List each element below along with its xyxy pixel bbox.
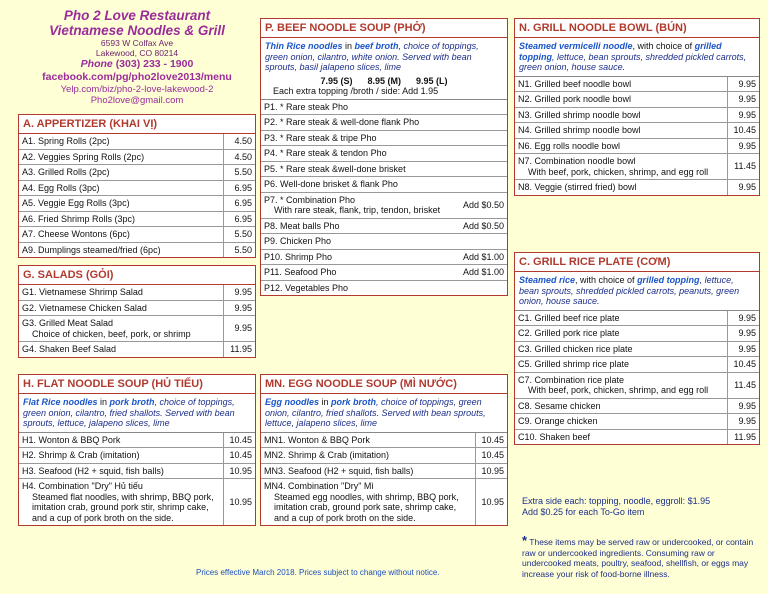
item-name: N3. Grilled shrimp noodle bowl [518, 109, 641, 120]
item-name: C9. Orange chicken [518, 416, 598, 426]
section-title: A. APPERTIZER (KHAI VỊ) [19, 115, 255, 134]
item-name: G3. Grilled Meat Salad [22, 318, 114, 328]
menu-row [515, 180, 759, 195]
menu-row [261, 192, 507, 218]
item-cell [515, 357, 727, 373]
item-cell [19, 433, 223, 448]
menu-row [19, 180, 255, 196]
menu-row [515, 357, 759, 373]
item-name: A2. Veggies Spring Rolls (2pc) [22, 151, 145, 162]
menu-row [515, 77, 759, 92]
item-price: 10.45 [727, 123, 759, 139]
item-name: N7. Combination noodle bowl [518, 156, 636, 166]
item-price: 10.95 [223, 479, 255, 526]
item-description: Choice of chicken, beef, pork, or shrimp [32, 328, 191, 339]
email-address: Pho2love@gmail.com [90, 95, 184, 106]
menu-row [515, 92, 759, 108]
item-cell [19, 149, 223, 165]
item-cell [261, 280, 455, 295]
menu-row [261, 280, 507, 295]
desc-rest: , choice of toppings, green onion, cilantro, white onion. Served with bean sprouts, basil jalapeno slices, lime [265, 41, 479, 72]
item-name: MN4. Combination "Dry" Mì [264, 481, 374, 491]
item-price: 9.95 [727, 326, 759, 342]
price-notice: Prices effective March 2018. Prices subject to change without notice. [196, 568, 440, 577]
item-name: P4. * Rare steak & tendon Pho [264, 148, 387, 158]
item-name: N4. Grilled shrimp noodle bowl [518, 125, 641, 135]
item-name: MN3. Seafood (H2 + squid, fish balls) [264, 465, 414, 476]
item-name: P2. * Rare steak & well-done flank Pho [264, 117, 420, 127]
menu-row [19, 479, 255, 526]
item-cell [515, 107, 727, 123]
item-cell [515, 311, 727, 326]
item-name: N6. Egg rolls noodle bowl [518, 140, 621, 151]
asterisk-icon: * [522, 533, 528, 548]
item-cell [261, 433, 475, 448]
pho-extra-note: Each extra topping /broth / side: Add 1.95 [261, 86, 507, 100]
desc-broth: pork broth [109, 397, 155, 407]
menu-row [515, 311, 759, 326]
item-addon-price [455, 280, 507, 295]
item-name: A5. Veggie Egg Rolls (3pc) [22, 198, 130, 208]
menu-table [19, 285, 255, 357]
item-addon-price: Add $0.50 [455, 218, 507, 234]
item-cell [261, 463, 475, 479]
item-price: 9.95 [727, 107, 759, 123]
item-addon-price: Add $0.50 [455, 192, 507, 218]
item-name: C8. Sesame chicken [518, 400, 601, 411]
item-name: C5. Grilled shrimp rice plate [518, 359, 630, 369]
phone-number: (303) 233 - 1900 [115, 58, 194, 70]
section-egg-noodle [260, 374, 508, 526]
item-name: N1. Grilled beef noodle bowl [518, 78, 632, 89]
item-name: C10. Shaken beef [518, 431, 591, 442]
menu-row [261, 161, 507, 177]
item-cell [19, 227, 223, 243]
desc-broth: pork broth [331, 397, 377, 407]
menu-row [261, 177, 507, 193]
section-title: P. BEEF NOODLE SOUP (PHỞ) [261, 19, 507, 38]
item-name: C3. Grilled chicken rice plate [518, 343, 633, 354]
item-addon-price [455, 130, 507, 146]
extra-charges [522, 496, 754, 518]
item-price: 10.45 [475, 448, 507, 464]
section-description [515, 272, 759, 311]
desc-topping: grilled topping [637, 275, 700, 285]
item-price: 6.95 [223, 211, 255, 227]
item-price: 9.95 [727, 341, 759, 357]
item-price: 9.95 [727, 398, 759, 414]
item-cell [261, 265, 455, 281]
menu-row [261, 265, 507, 281]
item-price: 5.50 [223, 227, 255, 243]
item-price: 9.95 [223, 316, 255, 342]
item-price: 4.50 [223, 149, 255, 165]
section-description [261, 38, 507, 76]
desc-rest: , choice of toppings, green onion, cilantro, fried shallots. Served with bean sprouts, lettuce, jalapeno slices, lime [265, 397, 486, 428]
item-description: Steamed egg noodles, with shrimp, BBQ pork, imitation crab, ground pork sate, shrimp cake, and a cup of pork broth on the side. [274, 491, 459, 523]
item-price: 11.95 [223, 342, 255, 357]
togo-note: Add $0.25 for each To-Go item [522, 507, 645, 517]
item-name: A6. Fried Shrimp Rolls (3pc) [22, 213, 136, 224]
item-price: 9.95 [727, 92, 759, 108]
item-cell [19, 342, 223, 357]
item-name: MN1. Wonton & BBQ Pork [264, 434, 370, 445]
section-description [19, 394, 255, 433]
restaurant-subtitle: Vietnamese Noodles & Grill [49, 23, 225, 38]
desc-noodle: Steamed vermicelli noodle [519, 41, 633, 51]
item-price: 9.95 [223, 300, 255, 316]
section-appetizer [18, 114, 256, 258]
desc-joiner: in [97, 397, 110, 407]
item-price: 9.95 [223, 285, 255, 300]
menu-table [515, 311, 759, 445]
section-rice-plate [514, 252, 760, 445]
item-addon-price: Add $1.00 [455, 249, 507, 265]
item-name: P11. Seafood Pho [264, 267, 337, 277]
item-name: P3. * Rare steak & tripe Pho [264, 132, 377, 143]
item-cell [19, 180, 223, 196]
item-description: With rare steak, flank, trip, tendon, brisket [274, 205, 441, 215]
menu-row [261, 479, 507, 526]
menu-row [515, 372, 759, 398]
item-name: P7. * Combination Pho [264, 194, 356, 205]
item-price: 9.95 [727, 311, 759, 326]
section-grill-noodle-bowl [514, 18, 760, 196]
menu-row [261, 433, 507, 448]
item-name: A7. Cheese Wontons (6pc) [22, 229, 130, 239]
item-name: P10. Shrimp Pho [264, 251, 333, 262]
item-cell [19, 211, 223, 227]
column-left [18, 8, 256, 523]
phone-line [18, 58, 256, 71]
menu-row [19, 300, 255, 316]
item-name: H1. Wonton & BBQ Pork [22, 434, 121, 445]
desc-rest: , lettuce, bean sprouts, shredded pickled carrots, peanuts, green onion, house sauce. [519, 275, 740, 306]
item-cell [515, 429, 727, 444]
desc-joiner: , with choice of [575, 275, 638, 285]
desc-joiner: in [342, 41, 355, 51]
item-addon-price [455, 234, 507, 250]
section-description [261, 394, 507, 433]
item-cell [19, 242, 223, 257]
item-name: A4. Egg Rolls (3pc) [22, 182, 100, 193]
item-name: G2. Vietnamese Chicken Salad [22, 302, 147, 313]
item-addon-price: Add $1.00 [455, 265, 507, 281]
item-cell [19, 165, 223, 181]
menu-row [261, 146, 507, 162]
raw-food-warning [522, 533, 754, 579]
item-price: 9.95 [727, 414, 759, 430]
item-name: C2. Grilled pork rice plate [518, 328, 620, 338]
warning-text: These items may be served raw or undercooked, or contain raw or undercooked ingredients. Consuming raw or undercooked meats, poultry, seafood, shellfish, or eggs may increase your risk of food-borne illness. [522, 537, 754, 579]
menu-row [261, 463, 507, 479]
item-name: P12. Vegetables Pho [264, 282, 349, 293]
item-name: N2. Grilled pork noodle bowl [518, 94, 632, 104]
menu-row [19, 134, 255, 149]
yelp-link: Yelp.com/biz/pho-2-love-lakewood-2 [60, 84, 214, 95]
menu-table [261, 100, 507, 296]
facebook-link: facebook.com/pg/pho2love2013/menu [42, 71, 232, 83]
item-cell [261, 479, 475, 526]
menu-row [19, 285, 255, 300]
menu-row [515, 107, 759, 123]
menu-row [19, 433, 255, 448]
item-cell [261, 100, 455, 115]
item-cell [19, 448, 223, 464]
menu-row [515, 429, 759, 444]
item-name: G1. Vietnamese Shrimp Salad [22, 287, 143, 297]
item-price: 9.95 [727, 138, 759, 154]
item-cell [19, 316, 223, 342]
section-description [515, 38, 759, 77]
section-salads [18, 265, 256, 358]
item-name: P9. Chicken Pho [264, 236, 332, 246]
item-price: 6.95 [223, 196, 255, 212]
menu-row [19, 196, 255, 212]
menu-row [19, 448, 255, 464]
menu-row [19, 242, 255, 257]
item-cell [515, 414, 727, 430]
item-name: A9. Dumplings steamed/fried (6pc) [22, 244, 161, 255]
menu-row [515, 398, 759, 414]
item-name: P1. * Rare steak Pho [264, 101, 349, 112]
menu-row [19, 342, 255, 357]
section-title: H. FLAT NOODLE SOUP (HỦ TIẾU) [19, 375, 255, 394]
desc-rest: , choice of toppings, green onion, cilantro, fried shallots. Served with bean sprouts, lettuce, jalapeno slices, lime [23, 397, 235, 428]
item-addon-price [455, 161, 507, 177]
item-description: With beef, pork, chicken, shrimp, and egg roll [528, 385, 709, 395]
item-price: 10.95 [223, 463, 255, 479]
item-name: H4. Combination "Dry" Hủ tiếu [22, 481, 143, 491]
item-cell [515, 77, 727, 92]
menu-row [261, 234, 507, 250]
item-name: H3. Seafood (H2 + squid, fish balls) [22, 465, 164, 476]
item-cell [261, 234, 455, 250]
item-cell [19, 463, 223, 479]
section-flat-noodle [18, 374, 256, 526]
menu-row [261, 218, 507, 234]
address-line-2: Lakewood, CO 80214 [95, 48, 179, 58]
item-price: 5.50 [223, 242, 255, 257]
item-description: With beef, pork, chicken, shrimp, and egg roll [528, 166, 709, 177]
item-cell [515, 326, 727, 342]
item-addon-price [455, 146, 507, 162]
item-cell [261, 115, 455, 131]
menu-row [19, 165, 255, 181]
item-description: Steamed flat noodles, with shrimp, BBQ pork, imitation crab, ground pork stir, shrimp cake, and a cup of pork broth on the side. [32, 491, 214, 523]
phone-label: Phone [80, 58, 113, 70]
item-cell [19, 300, 223, 316]
item-name: C1. Grilled beef rice plate [518, 312, 620, 323]
item-cell [261, 218, 455, 234]
item-price: 9.95 [727, 180, 759, 195]
desc-topping: grilled topping [519, 41, 722, 62]
section-title: G. SALADS (GỎI) [19, 266, 255, 285]
menu-row [19, 463, 255, 479]
desc-joiner: , with choice of [632, 41, 695, 51]
item-price: 6.95 [223, 180, 255, 196]
item-price: 5.50 [223, 165, 255, 181]
section-title: N. GRILL NOODLE BOWL (BÚN) [515, 19, 759, 38]
desc-noodle: Thin Rice noodles [265, 41, 343, 51]
restaurant-name: Pho 2 Love Restaurant [63, 8, 211, 23]
item-price: 9.95 [727, 77, 759, 92]
item-addon-price [455, 100, 507, 115]
item-cell [261, 249, 455, 265]
item-cell [515, 154, 727, 180]
pho-sizes: 7.95 (S) 8.95 (M) 9.95 (L) [320, 75, 448, 86]
address-line-1: 6593 W Colfax Ave [100, 38, 174, 48]
item-name: A3. Grilled Rolls (2pc) [22, 167, 110, 177]
item-cell [261, 192, 455, 218]
item-price: 10.45 [223, 433, 255, 448]
section-title: MN. EGG NOODLE SOUP (MÌ NƯỚC) [261, 375, 507, 394]
item-cell [19, 196, 223, 212]
item-name: P6. Well-done brisket & flank Pho [264, 179, 398, 189]
item-name: A1. Spring Rolls (2pc) [22, 136, 110, 146]
menu-row [261, 130, 507, 146]
menu-table [515, 77, 759, 195]
menu-row [261, 249, 507, 265]
item-cell [515, 180, 727, 195]
desc-noodle: Flat Rice noodles [23, 397, 98, 407]
menu-row [19, 316, 255, 342]
item-cell [19, 134, 223, 149]
item-name: N8. Veggie (stirred fried) bowl [518, 182, 637, 192]
menu-row [19, 211, 255, 227]
item-cell [515, 372, 727, 398]
item-name: G4. Shaken Beef Salad [22, 344, 117, 354]
item-cell [261, 130, 455, 146]
desc-rest: , lettuce, bean sprouts, shredded pickled carrots, green onion, house sauce. [519, 51, 747, 72]
section-title: C. GRILL RICE PLATE (CƠM) [515, 253, 759, 272]
menu-row [515, 326, 759, 342]
item-name: C7. Combination rice plate [518, 374, 625, 385]
item-name: MN2. Shrimp & Crab (imitation) [264, 450, 390, 460]
desc-rice: Steamed rice [519, 275, 576, 285]
item-cell [515, 123, 727, 139]
menu-row [515, 341, 759, 357]
menu-table [19, 134, 255, 257]
item-addon-price [455, 177, 507, 193]
item-cell [515, 92, 727, 108]
item-cell [515, 341, 727, 357]
extra-side-note: Extra side each: topping, noodle, eggroll: $1.95 [522, 496, 711, 506]
menu-row [515, 154, 759, 180]
item-name: P8. Meat balls Pho [264, 220, 340, 231]
menu-row [515, 414, 759, 430]
item-name: P5. * Rare steak &well-done brisket [264, 163, 406, 174]
item-name: H2. Shrimp & Crab (imitation) [22, 450, 140, 460]
item-price: 11.45 [727, 154, 759, 180]
item-price: 11.45 [727, 372, 759, 398]
item-cell [515, 398, 727, 414]
item-cell [261, 448, 475, 464]
item-cell [515, 138, 727, 154]
item-price: 10.45 [223, 448, 255, 464]
desc-joiner: in [319, 397, 332, 407]
item-price: 10.45 [727, 357, 759, 373]
restaurant-header [18, 8, 256, 106]
item-addon-price [455, 115, 507, 131]
desc-noodle: Egg noodles [265, 397, 319, 407]
menu-row [515, 123, 759, 139]
menu-row [515, 138, 759, 154]
menu-row [261, 448, 507, 464]
desc-broth: beef broth [354, 41, 399, 51]
menu-row [19, 227, 255, 243]
item-price: 10.95 [475, 463, 507, 479]
item-cell [261, 161, 455, 177]
item-cell [261, 177, 455, 193]
item-price: 10.95 [475, 479, 507, 526]
menu-table [19, 433, 255, 526]
menu-row [261, 115, 507, 131]
section-beef-noodle [260, 18, 508, 296]
item-price: 4.50 [223, 134, 255, 149]
item-cell [261, 146, 455, 162]
menu-table [261, 433, 507, 526]
item-price: 11.95 [727, 429, 759, 444]
menu-row [261, 100, 507, 115]
item-price: 10.45 [475, 433, 507, 448]
menu-row [19, 149, 255, 165]
item-cell [19, 479, 223, 526]
item-cell [19, 285, 223, 300]
